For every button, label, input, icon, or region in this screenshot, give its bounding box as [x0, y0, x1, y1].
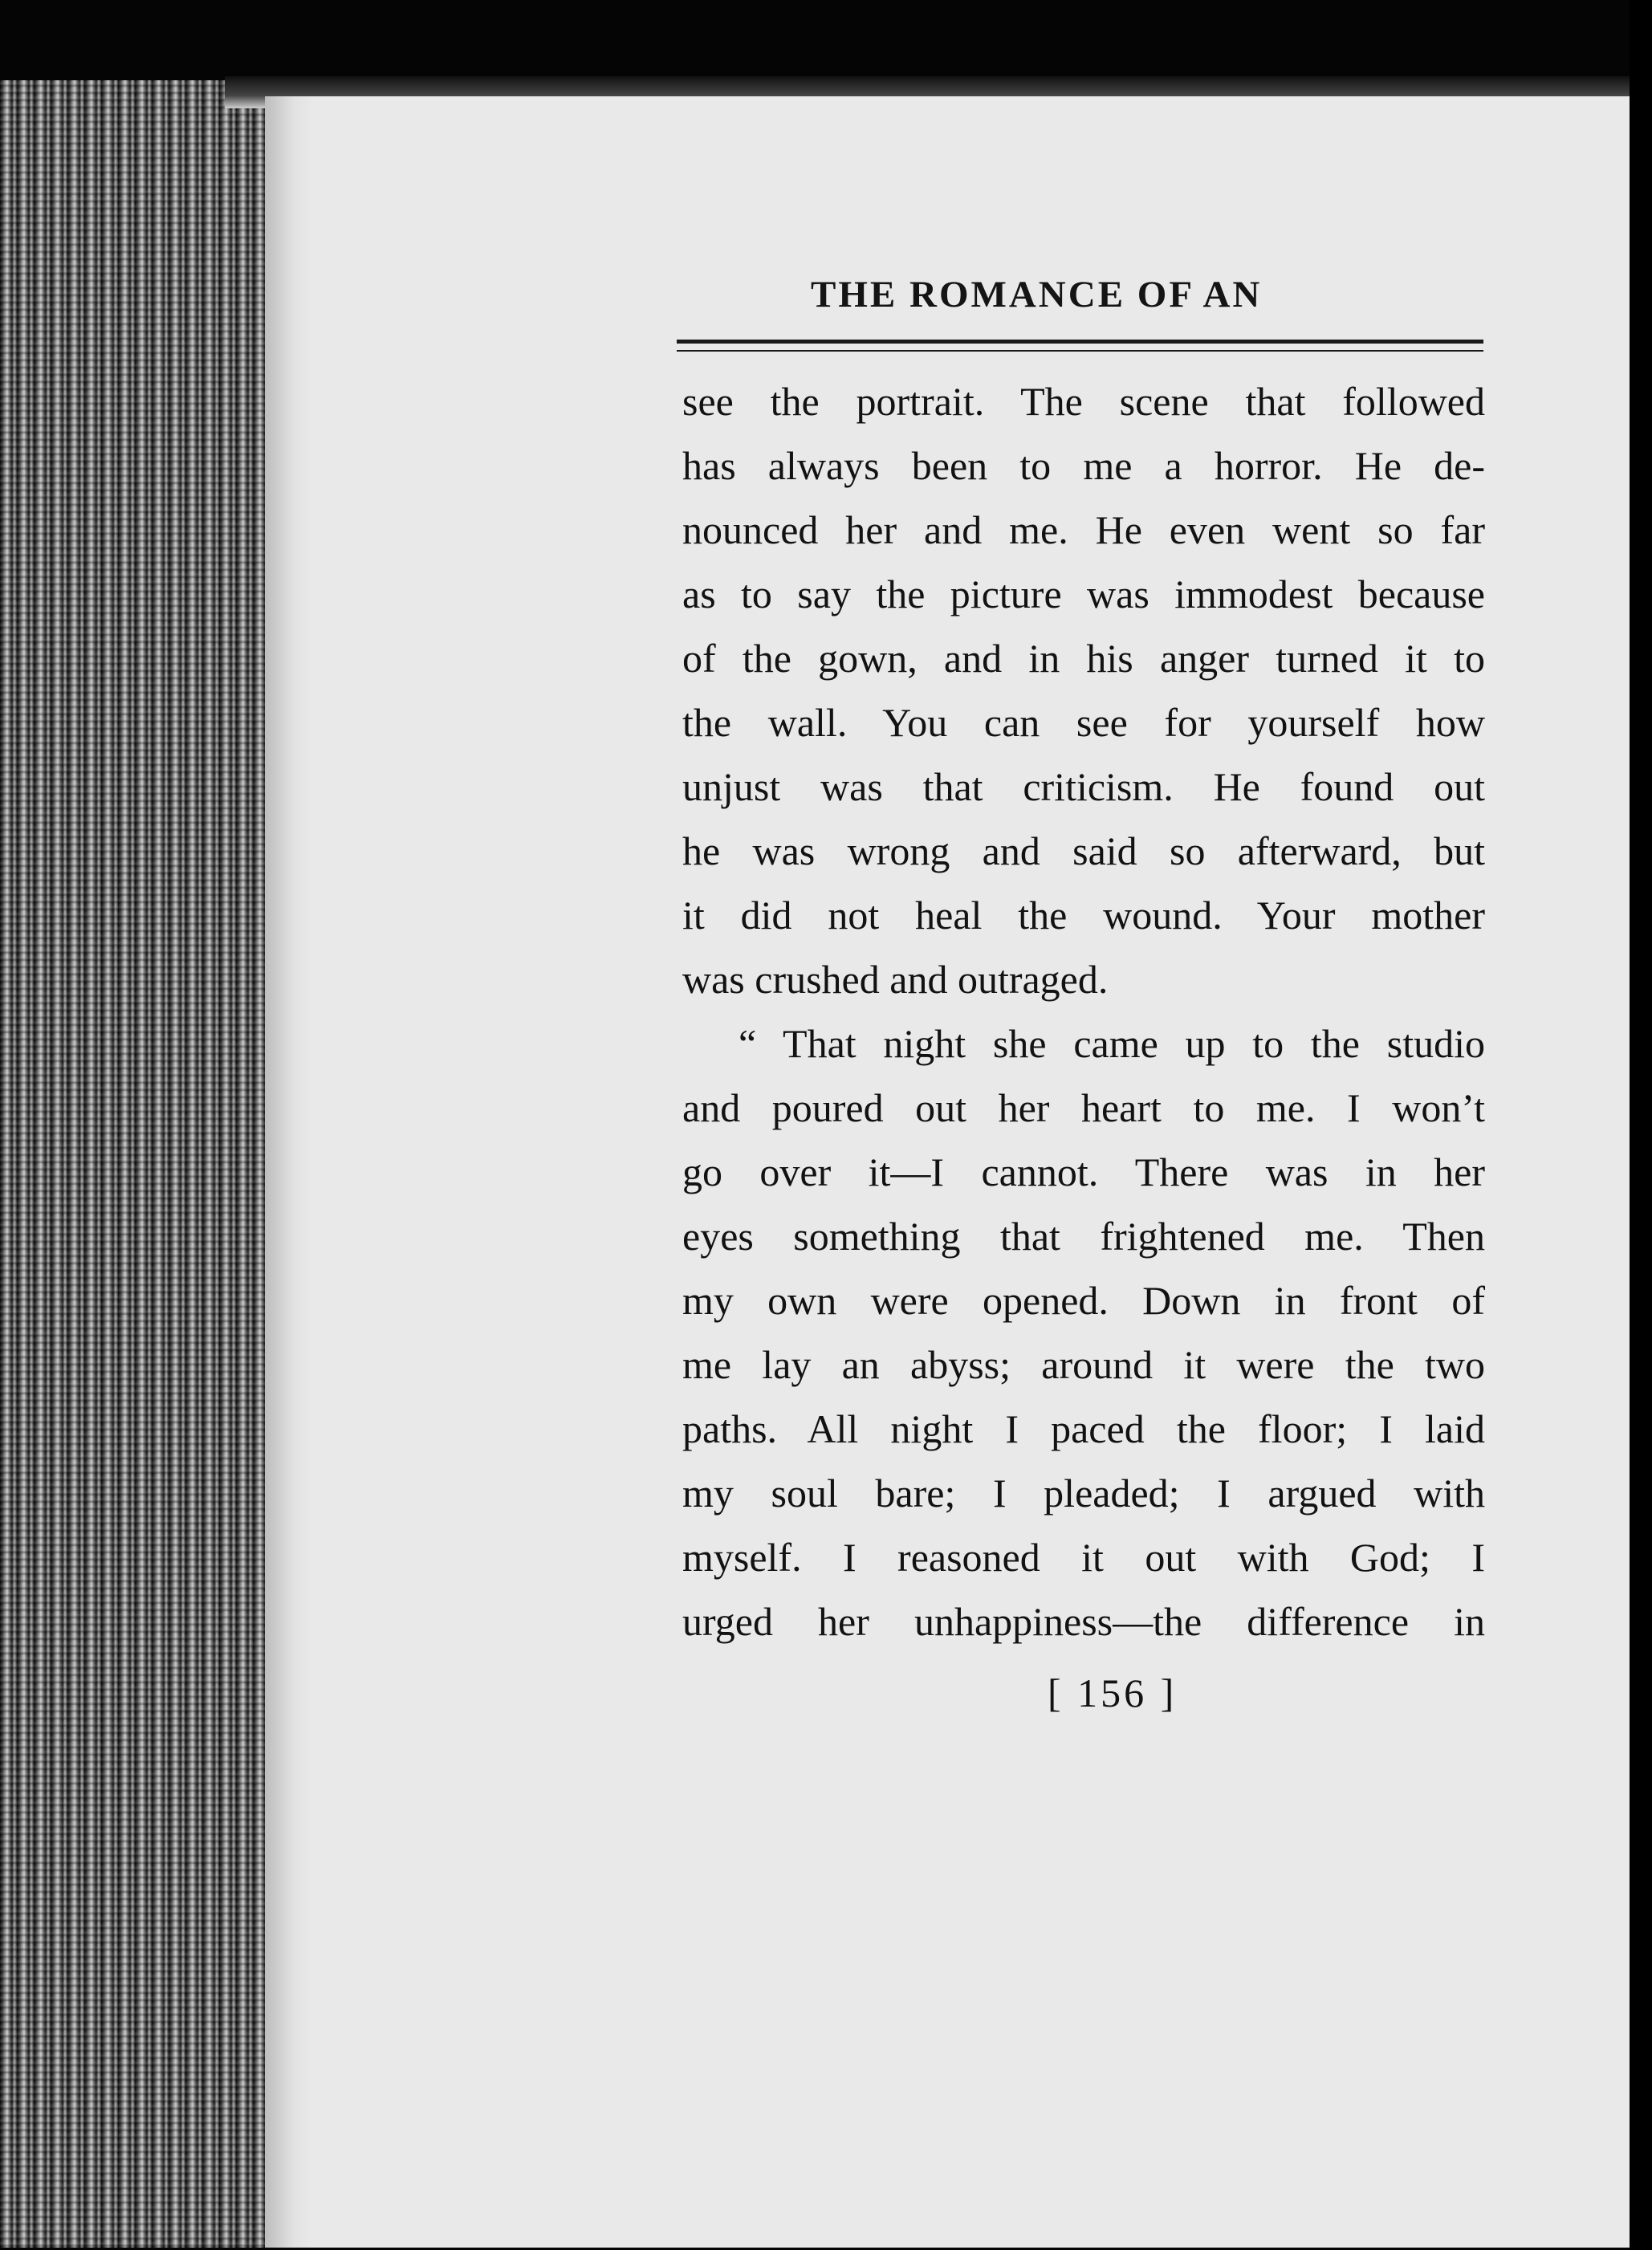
header-rule-thick — [677, 340, 1483, 344]
text-line: nounced her and me. He even went so far — [682, 507, 1485, 552]
text-line: it did not heal the wound. Your mother — [682, 893, 1485, 938]
book-page-edges — [0, 80, 273, 2248]
text-line: myself. I reasoned it out with God; I — [682, 1535, 1485, 1580]
text-line: “ That night she came up to the studio — [739, 1021, 1485, 1066]
text-line: he was wrong and said so afterward, but — [682, 828, 1485, 873]
text-line: the wall. You can see for yourself how — [682, 700, 1485, 745]
scan-border — [1630, 0, 1652, 2250]
text-line: urged her unhappiness—the difference in — [682, 1599, 1485, 1644]
text-line: my own were opened. Down in front of — [682, 1278, 1485, 1323]
text-line: unjust was that criticism. He found out — [682, 764, 1485, 809]
text-line: was crushed and outraged. — [682, 957, 1109, 1002]
text-line: go over it—I cannot. There was in her — [682, 1149, 1485, 1194]
text-line: as to say the picture was immodest because — [682, 572, 1485, 616]
body-text — [682, 369, 1517, 1654]
running-head: THE ROMANCE OF AN — [811, 274, 1263, 315]
text-line: and poured out her heart to me. I won’t — [682, 1085, 1485, 1130]
text-line: paths. All night I paced the floor; I laid — [682, 1406, 1485, 1451]
text-line: of the gown, and in his anger turned it to — [682, 636, 1485, 681]
text-line: has always been to me a horror. He de- — [682, 443, 1485, 488]
text-line: my soul bare; I pleaded; I argued with — [682, 1471, 1485, 1516]
text-line: see the portrait. The scene that followed — [682, 379, 1485, 424]
text-line: eyes something that frightened me. Then — [682, 1214, 1485, 1259]
text-line: me lay an abyss; around it were the two — [682, 1342, 1485, 1387]
page-number: [ 156 ] — [1048, 1670, 1178, 1715]
header-rule-thin — [677, 350, 1483, 352]
